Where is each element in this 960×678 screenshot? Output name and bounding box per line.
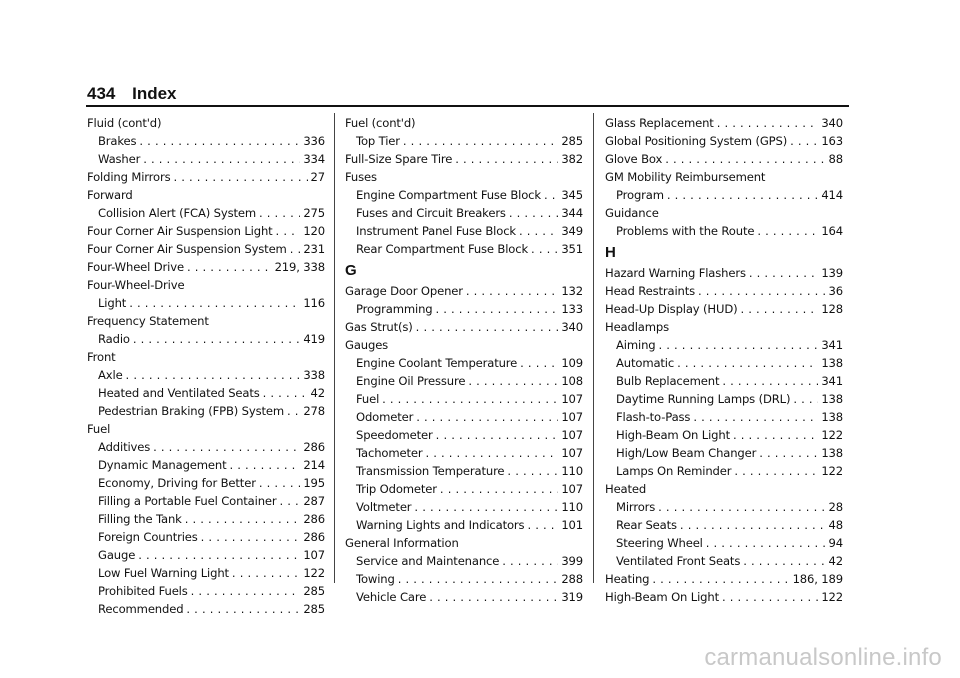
index-entry bbox=[87, 294, 325, 312]
index-entry bbox=[605, 186, 843, 204]
index-entry bbox=[87, 222, 325, 240]
dot-leader bbox=[667, 186, 818, 204]
index-entry bbox=[605, 354, 843, 372]
dot-leader bbox=[126, 366, 301, 384]
index-term: Light bbox=[98, 296, 127, 310]
index-term: Hazard Warning Flashers bbox=[605, 266, 746, 280]
page-ref: 340 bbox=[821, 116, 843, 130]
index-entry bbox=[345, 390, 583, 408]
page-ref: 285 bbox=[303, 584, 325, 598]
index-term: Automatic bbox=[616, 356, 675, 370]
index-term: Daytime Running Lamps (DRL) bbox=[616, 392, 791, 406]
page-ref: 336 bbox=[303, 134, 325, 148]
page-ref: 285 bbox=[303, 602, 325, 616]
index-heading: Fuel bbox=[87, 422, 111, 436]
dot-leader bbox=[527, 516, 558, 534]
index-term: High-Beam On Light bbox=[616, 428, 730, 442]
index-entry bbox=[605, 114, 843, 132]
index-term: Steering Wheel bbox=[616, 536, 703, 550]
index-heading: Fuses bbox=[345, 170, 377, 184]
index-term: Pedestrian Braking (FPB) System bbox=[98, 404, 284, 418]
dot-leader bbox=[290, 240, 301, 258]
page-ref: 286 bbox=[303, 512, 325, 526]
dot-leader bbox=[280, 492, 301, 510]
page-ref: 288 bbox=[561, 572, 583, 586]
index-entry bbox=[345, 444, 583, 462]
dot-leader bbox=[466, 282, 558, 300]
page-ref: 186, 189 bbox=[792, 572, 843, 586]
index-entry bbox=[345, 300, 583, 318]
page-ref: 340 bbox=[561, 320, 583, 334]
dot-leader bbox=[174, 168, 308, 186]
index-term: Programming bbox=[356, 302, 433, 316]
index-entry bbox=[345, 498, 583, 516]
page-ref: 334 bbox=[303, 152, 325, 166]
page-ref: 132 bbox=[561, 284, 583, 298]
index-entry bbox=[345, 318, 583, 336]
index-term: Full-Size Spare Tire bbox=[345, 152, 453, 166]
index-entry bbox=[605, 462, 843, 480]
index-term: Heated and Ventilated Seats bbox=[98, 386, 260, 400]
index-term: Recommended bbox=[98, 602, 184, 616]
page-ref: 338 bbox=[303, 368, 325, 382]
dot-leader bbox=[757, 222, 818, 240]
index-entry bbox=[87, 330, 325, 348]
index-term: Filling the Tank bbox=[98, 512, 182, 526]
page-header bbox=[87, 84, 177, 104]
index-term: Global Positioning System (GPS) bbox=[605, 134, 788, 148]
index-term: Four Corner Air Suspension Light bbox=[87, 224, 273, 238]
index-entry bbox=[345, 462, 583, 480]
dot-leader bbox=[416, 408, 558, 426]
page-ref: 107 bbox=[561, 482, 583, 496]
page-ref: 138 bbox=[821, 446, 843, 460]
index-term: Rear Seats bbox=[616, 518, 677, 532]
dot-leader bbox=[153, 438, 300, 456]
dot-leader bbox=[185, 510, 301, 528]
dot-leader bbox=[734, 462, 818, 480]
index-term: Engine Coolant Temperature bbox=[356, 356, 518, 370]
index-entry bbox=[605, 372, 843, 390]
index-entry bbox=[605, 300, 843, 318]
page-ref: 122 bbox=[821, 428, 843, 442]
index-entry bbox=[87, 582, 325, 600]
index-term: Glass Replacement bbox=[605, 116, 714, 130]
index-term: Instrument Panel Fuse Block bbox=[356, 224, 516, 238]
index-entry bbox=[87, 402, 325, 420]
page-ref: 120 bbox=[303, 224, 325, 238]
index-term: Washer bbox=[98, 152, 141, 166]
page-ref: 214 bbox=[303, 458, 325, 472]
index-term: Voltmeter bbox=[356, 500, 412, 514]
dot-leader bbox=[531, 240, 558, 258]
dot-leader bbox=[706, 534, 826, 552]
index-term: Top Tier bbox=[356, 134, 400, 148]
page-ref: 107 bbox=[303, 548, 325, 562]
page-ref: 349 bbox=[561, 224, 583, 238]
dot-leader bbox=[382, 390, 558, 408]
dot-leader bbox=[507, 462, 558, 480]
index-entry bbox=[345, 480, 583, 498]
dot-leader bbox=[139, 132, 300, 150]
index-heading: Fluid (cont'd) bbox=[87, 116, 162, 130]
section-letter: H bbox=[605, 244, 616, 261]
page-ref: 275 bbox=[303, 206, 325, 220]
page-ref: 110 bbox=[561, 500, 583, 514]
dot-leader bbox=[722, 588, 818, 606]
dot-leader bbox=[129, 294, 300, 312]
dot-leader bbox=[425, 444, 558, 462]
dot-leader bbox=[749, 264, 818, 282]
dot-leader bbox=[717, 114, 819, 132]
page-ref: 231 bbox=[303, 242, 325, 256]
page-ref: 28 bbox=[828, 500, 843, 514]
index-heading: General Information bbox=[345, 536, 459, 550]
page-ref: 287 bbox=[303, 494, 325, 508]
dot-leader bbox=[698, 282, 826, 300]
dot-leader bbox=[416, 318, 559, 336]
index-heading: GM Mobility Reimbursement bbox=[605, 170, 766, 184]
index-term: Vehicle Care bbox=[356, 590, 427, 604]
index-term: Prohibited Fuels bbox=[98, 584, 188, 598]
page-ref: 109 bbox=[561, 356, 583, 370]
dot-leader bbox=[544, 186, 558, 204]
dot-leader bbox=[652, 570, 789, 588]
index-term: Bulb Replacement bbox=[616, 374, 720, 388]
page-title: Index bbox=[132, 84, 177, 103]
index-entry bbox=[345, 222, 583, 240]
index-entry bbox=[345, 588, 583, 606]
dot-leader bbox=[677, 354, 818, 372]
page-ref: 122 bbox=[821, 464, 843, 478]
index-entry bbox=[605, 390, 843, 408]
index-entry bbox=[87, 546, 325, 564]
page-ref: 419 bbox=[303, 332, 325, 346]
page-ref: 101 bbox=[561, 518, 583, 532]
index-term: Additives bbox=[98, 440, 151, 454]
index-heading: Forward bbox=[87, 188, 133, 202]
index-term: Tachometer bbox=[356, 446, 423, 460]
dot-leader bbox=[665, 150, 825, 168]
index-entry bbox=[87, 492, 325, 510]
dot-leader bbox=[230, 456, 301, 474]
page-ref: 382 bbox=[561, 152, 583, 166]
index-entry bbox=[605, 222, 843, 240]
index-term: Problems with the Route bbox=[616, 224, 755, 238]
index-entry bbox=[87, 600, 325, 618]
index-term: Economy, Driving for Better bbox=[98, 476, 256, 490]
dot-leader bbox=[276, 222, 301, 240]
index-term: Brakes bbox=[98, 134, 137, 148]
index-term: Ventilated Front Seats bbox=[616, 554, 741, 568]
index-entry bbox=[87, 528, 325, 546]
index-entry bbox=[605, 498, 843, 516]
index-term: Heating bbox=[605, 572, 650, 586]
dot-leader bbox=[232, 564, 300, 582]
index-heading: Fuel (cont'd) bbox=[345, 116, 416, 130]
page-ref: 133 bbox=[561, 302, 583, 316]
index-term: Dynamic Management bbox=[98, 458, 227, 472]
page-ref: 42 bbox=[828, 554, 843, 568]
index-entry bbox=[87, 150, 325, 168]
index-term: Fuses and Circuit Breakers bbox=[356, 206, 506, 220]
index-column-2 bbox=[345, 114, 583, 606]
index-term: Mirrors bbox=[616, 500, 656, 514]
index-entry bbox=[605, 336, 843, 354]
page-ref: 286 bbox=[303, 440, 325, 454]
index-entry bbox=[605, 408, 843, 426]
index-term: Towing bbox=[356, 572, 395, 586]
dot-leader bbox=[186, 600, 300, 618]
index-entry bbox=[87, 438, 325, 456]
dot-leader bbox=[520, 354, 558, 372]
page-ref: 351 bbox=[561, 242, 583, 256]
index-entry bbox=[345, 186, 583, 204]
dot-leader bbox=[658, 498, 825, 516]
index-entry bbox=[345, 204, 583, 222]
dot-leader bbox=[133, 330, 300, 348]
index-entry bbox=[345, 372, 583, 390]
index-term: Transmission Temperature bbox=[356, 464, 505, 478]
index-column-1 bbox=[87, 114, 325, 618]
dot-leader bbox=[743, 552, 825, 570]
index-entry bbox=[605, 150, 843, 168]
index-term: Head-Up Display (HUD) bbox=[605, 302, 738, 316]
page-ref: 138 bbox=[821, 392, 843, 406]
index-term: Gas Strut(s) bbox=[345, 320, 413, 334]
index-entry bbox=[605, 132, 843, 150]
header-rule bbox=[86, 105, 849, 107]
dot-leader bbox=[759, 444, 818, 462]
page-ref: 344 bbox=[561, 206, 583, 220]
dot-leader bbox=[693, 408, 818, 426]
index-entry bbox=[87, 258, 325, 276]
index-term: Filling a Portable Fuel Container bbox=[98, 494, 277, 508]
index-entry bbox=[87, 510, 325, 528]
page-ref: 107 bbox=[561, 392, 583, 406]
index-entry bbox=[605, 444, 843, 462]
index-entry bbox=[87, 366, 325, 384]
page-ref: 164 bbox=[821, 224, 843, 238]
index-term: Axle bbox=[98, 368, 123, 382]
column-divider bbox=[593, 113, 594, 583]
dot-leader bbox=[414, 498, 558, 516]
dot-leader bbox=[187, 258, 272, 276]
index-term: Engine Oil Pressure bbox=[356, 374, 466, 388]
dot-leader bbox=[143, 150, 300, 168]
page-ref: 285 bbox=[561, 134, 583, 148]
page-ref: 27 bbox=[310, 170, 325, 184]
index-entry bbox=[605, 534, 843, 552]
dot-leader bbox=[733, 426, 818, 444]
index-entry bbox=[345, 516, 583, 534]
dot-leader bbox=[680, 516, 826, 534]
page-ref: 219, 338 bbox=[274, 260, 325, 274]
dot-leader bbox=[658, 336, 818, 354]
index-entry bbox=[345, 570, 583, 588]
index-column-3 bbox=[605, 114, 843, 606]
section-letter: G bbox=[345, 262, 357, 279]
index-entry bbox=[605, 552, 843, 570]
page-ref: 88 bbox=[828, 152, 843, 166]
index-entry bbox=[87, 456, 325, 474]
page-ref: 341 bbox=[821, 338, 843, 352]
page-ref: 138 bbox=[821, 410, 843, 424]
page-ref: 94 bbox=[828, 536, 843, 550]
index-entry bbox=[605, 570, 843, 588]
dot-leader bbox=[138, 546, 300, 564]
index-term: Garage Door Opener bbox=[345, 284, 463, 298]
dot-leader bbox=[793, 390, 818, 408]
dot-leader bbox=[722, 372, 818, 390]
page-ref: 345 bbox=[561, 188, 583, 202]
dot-leader bbox=[201, 528, 301, 546]
index-heading: Front bbox=[87, 350, 116, 364]
page-ref: 107 bbox=[561, 410, 583, 424]
page-ref: 319 bbox=[561, 590, 583, 604]
dot-leader bbox=[468, 372, 558, 390]
index-heading: Guidance bbox=[605, 206, 659, 220]
page-ref: 42 bbox=[310, 386, 325, 400]
index-term: Warning Lights and Indicators bbox=[356, 518, 525, 532]
index-entry bbox=[87, 564, 325, 582]
index-term: Odometer bbox=[356, 410, 414, 424]
page-ref: 414 bbox=[821, 188, 843, 202]
index-term: Engine Compartment Fuse Block bbox=[356, 188, 541, 202]
index-term: Fuel bbox=[356, 392, 380, 406]
page-ref: 399 bbox=[561, 554, 583, 568]
index-term: Lamps On Reminder bbox=[616, 464, 732, 478]
index-term: Head Restraints bbox=[605, 284, 696, 298]
index-entry bbox=[345, 408, 583, 426]
page-ref: 107 bbox=[561, 428, 583, 442]
index-entry bbox=[605, 516, 843, 534]
index-entry bbox=[605, 264, 843, 282]
page-ref: 122 bbox=[303, 566, 325, 580]
dot-leader bbox=[790, 132, 818, 150]
page-ref: 110 bbox=[561, 464, 583, 478]
index-term: Foreign Countries bbox=[98, 530, 198, 544]
dot-leader bbox=[502, 552, 558, 570]
index-term: Collision Alert (FCA) System bbox=[98, 206, 256, 220]
index-term: Low Fuel Warning Light bbox=[98, 566, 229, 580]
index-term: Program bbox=[616, 188, 664, 202]
index-term: Four-Wheel Drive bbox=[87, 260, 184, 274]
index-entry bbox=[345, 150, 583, 168]
dot-leader bbox=[191, 582, 301, 600]
index-term: Folding Mirrors bbox=[87, 170, 171, 184]
index-entry bbox=[345, 132, 583, 150]
index-term: Speedometer bbox=[356, 428, 433, 442]
index-term: Rear Compartment Fuse Block bbox=[356, 242, 529, 256]
dot-leader bbox=[259, 204, 300, 222]
index-entry bbox=[605, 282, 843, 300]
index-entry bbox=[87, 240, 325, 258]
index-term: High/Low Beam Changer bbox=[616, 446, 757, 460]
page-ref: 108 bbox=[561, 374, 583, 388]
index-heading: Four-Wheel-Drive bbox=[87, 278, 185, 292]
page-ref: 341 bbox=[821, 374, 843, 388]
index-heading: Frequency Statement bbox=[87, 314, 209, 328]
index-term: Flash-to-Pass bbox=[616, 410, 691, 424]
index-entry bbox=[345, 240, 583, 258]
index-term: Trip Odometer bbox=[356, 482, 437, 496]
index-entry bbox=[605, 588, 843, 606]
index-entry bbox=[87, 132, 325, 150]
index-term: Glove Box bbox=[605, 152, 663, 166]
index-heading: Gauges bbox=[345, 338, 389, 352]
index-entry bbox=[345, 426, 583, 444]
page-ref: 286 bbox=[303, 530, 325, 544]
dot-leader bbox=[259, 474, 301, 492]
page-ref: 122 bbox=[821, 590, 843, 604]
dot-leader bbox=[263, 384, 308, 402]
dot-leader bbox=[519, 222, 558, 240]
index-entry bbox=[345, 354, 583, 372]
dot-leader bbox=[455, 150, 558, 168]
index-entry bbox=[345, 282, 583, 300]
index-term: Radio bbox=[98, 332, 130, 346]
index-heading: Headlamps bbox=[605, 320, 669, 334]
index-heading: Heated bbox=[605, 482, 647, 496]
index-entry bbox=[87, 474, 325, 492]
index-term: Gauge bbox=[98, 548, 136, 562]
dot-leader bbox=[436, 426, 559, 444]
page-ref: 48 bbox=[828, 518, 843, 532]
column-divider bbox=[334, 113, 335, 583]
page-ref: 278 bbox=[303, 404, 325, 418]
page-ref: 116 bbox=[303, 296, 325, 310]
page-ref: 138 bbox=[821, 356, 843, 370]
index-entry bbox=[87, 384, 325, 402]
index-entry bbox=[87, 168, 325, 186]
page-number: 434 bbox=[87, 84, 116, 103]
watermark: carmanualsonline.info bbox=[704, 644, 942, 671]
page-ref: 107 bbox=[561, 446, 583, 460]
dot-leader bbox=[287, 402, 300, 420]
dot-leader bbox=[740, 300, 818, 318]
page-ref: 195 bbox=[303, 476, 325, 490]
dot-leader bbox=[509, 204, 558, 222]
dot-leader bbox=[398, 570, 559, 588]
index-entry bbox=[605, 426, 843, 444]
dot-leader bbox=[436, 300, 559, 318]
page-ref: 163 bbox=[821, 134, 843, 148]
index-term: High-Beam On Light bbox=[605, 590, 719, 604]
index-term: Service and Maintenance bbox=[356, 554, 500, 568]
dot-leader bbox=[403, 132, 558, 150]
index-entry bbox=[87, 204, 325, 222]
page-ref: 128 bbox=[821, 302, 843, 316]
index-term: Aiming bbox=[616, 338, 656, 352]
index-term: Four Corner Air Suspension System bbox=[87, 242, 287, 256]
dot-leader bbox=[429, 588, 558, 606]
page-ref: 36 bbox=[828, 284, 843, 298]
page-ref: 139 bbox=[821, 266, 843, 280]
dot-leader bbox=[440, 480, 558, 498]
index-entry bbox=[345, 552, 583, 570]
